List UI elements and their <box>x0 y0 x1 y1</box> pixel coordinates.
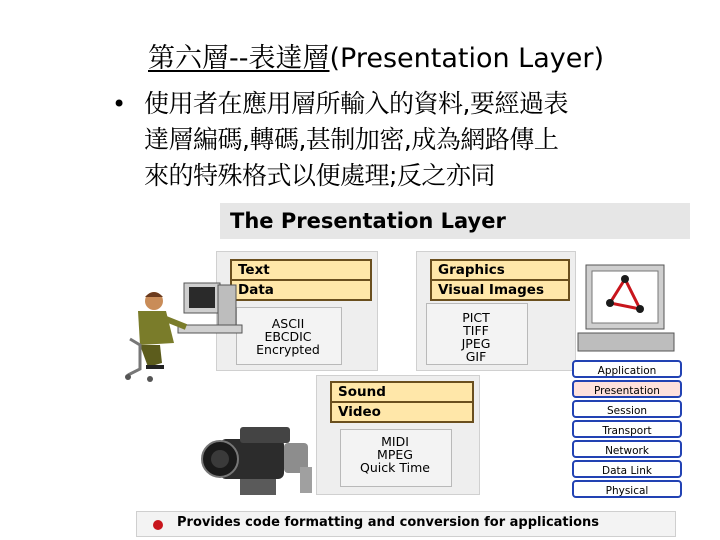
sound-formats-list: MIDI MPEG Quick Time <box>360 434 430 475</box>
osi-layer-session: Session <box>572 400 682 418</box>
computer-graphics-icon <box>572 263 682 355</box>
bar-visual-images: Visual Images <box>430 279 570 301</box>
bar-graphics: Graphics <box>430 259 570 281</box>
text-formats-list: ASCII EBCDIC Encrypted <box>256 316 320 357</box>
bullet-line-1: 使用者在應用層所輸入的資料,要經過表 <box>144 89 568 118</box>
osi-layer-network: Network <box>572 440 682 458</box>
title-english: (Presentation Layer) <box>329 43 604 74</box>
osi-layer-presentation: Presentation <box>572 380 682 398</box>
footer-caption: Provides code formatting and conversion for applications <box>177 515 600 530</box>
footer-bullet-icon <box>153 520 163 530</box>
bar-sound: Sound <box>330 381 474 403</box>
presentation-layer-diagram <box>120 203 690 540</box>
bar-video: Video <box>330 401 474 423</box>
bullet-marker: • <box>112 90 127 118</box>
osi-layer-transport: Transport <box>572 420 682 438</box>
osi-layer-physical: Physical <box>572 480 682 498</box>
diagram-title: The Presentation Layer <box>220 203 690 239</box>
slide-title <box>148 36 604 75</box>
bar-data: Data <box>230 279 372 301</box>
graphics-formats-list: PICT TIFF JPEG GIF <box>461 310 491 364</box>
title-chinese: 第六層--表達層 <box>148 43 330 74</box>
bullet-line-3: 來的特殊格式以便處理;反之亦同 <box>144 161 495 190</box>
person-at-computer-icon <box>120 279 250 383</box>
osi-layer-application: Application <box>572 360 682 378</box>
bullet-line-2: 達層編碼,轉碼,甚制加密,成為網路傳上 <box>144 125 559 154</box>
camcorder-icon <box>200 417 320 509</box>
bar-text: Text <box>230 259 372 281</box>
osi-layer-data-link: Data Link <box>572 460 682 478</box>
diagram-footer <box>136 511 676 537</box>
